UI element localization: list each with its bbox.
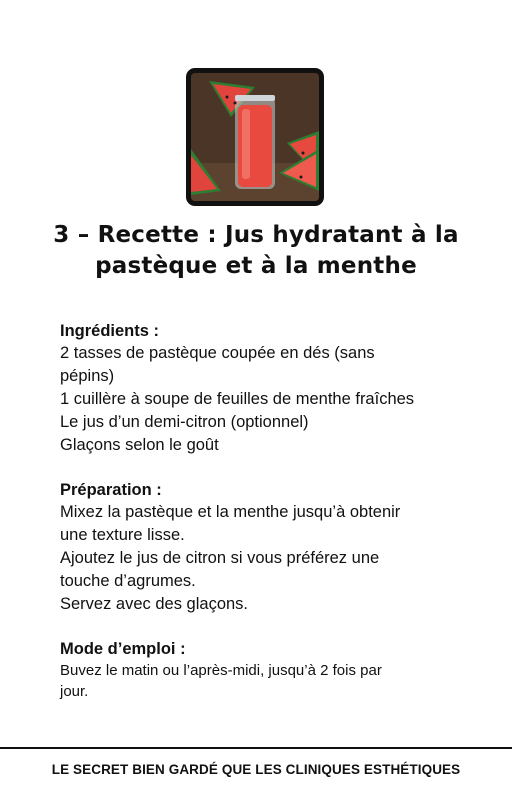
ingredient-line: pépins): [60, 367, 115, 385]
watermelon-juice-illustration: [191, 73, 319, 201]
ingredient-line: Glaçons selon le goût: [60, 436, 219, 454]
recipe-title: 3 – Recette : Jus hydratant à la pastèque et à la menthe: [53, 222, 459, 279]
ingredient-line: 1 cuillère à soupe de feuilles de menthe fraîches: [60, 390, 415, 408]
recipe-photo: [186, 68, 324, 206]
ingredient-line: Le jus d’un demi-citron (optionnel): [60, 413, 309, 431]
preparation-line: une texture lisse.: [60, 526, 185, 544]
preparation-line: touche d’agrumes.: [60, 572, 196, 590]
usage-heading: Mode d’emploi :: [60, 640, 186, 658]
recipe-content: [60, 320, 492, 702]
ingredients-heading: Ingrédients :: [60, 322, 160, 340]
footer-divider: [0, 747, 512, 749]
preparation-heading: Préparation :: [60, 481, 162, 499]
footer-text: LE SECRET BIEN GARDÉ QUE LES CLINIQUES ESTHÉTIQUES: [51, 762, 461, 777]
usage-line: Buvez le matin ou l’après-midi, jusqu’à 2 fois par: [60, 662, 382, 679]
preparation-line: Ajoutez le jus de citron si vous préférez une: [60, 549, 380, 567]
section-spacer: [60, 457, 492, 479]
preparation-line: Mixez la pastèque et la menthe jusqu’à obtenir: [60, 503, 401, 521]
preparation-line: Servez avec des glaçons.: [60, 595, 249, 613]
usage-line: jour.: [60, 683, 89, 700]
section-spacer: [60, 616, 492, 638]
ingredient-line: 2 tasses de pastèque coupée en dés (sans: [60, 344, 375, 362]
